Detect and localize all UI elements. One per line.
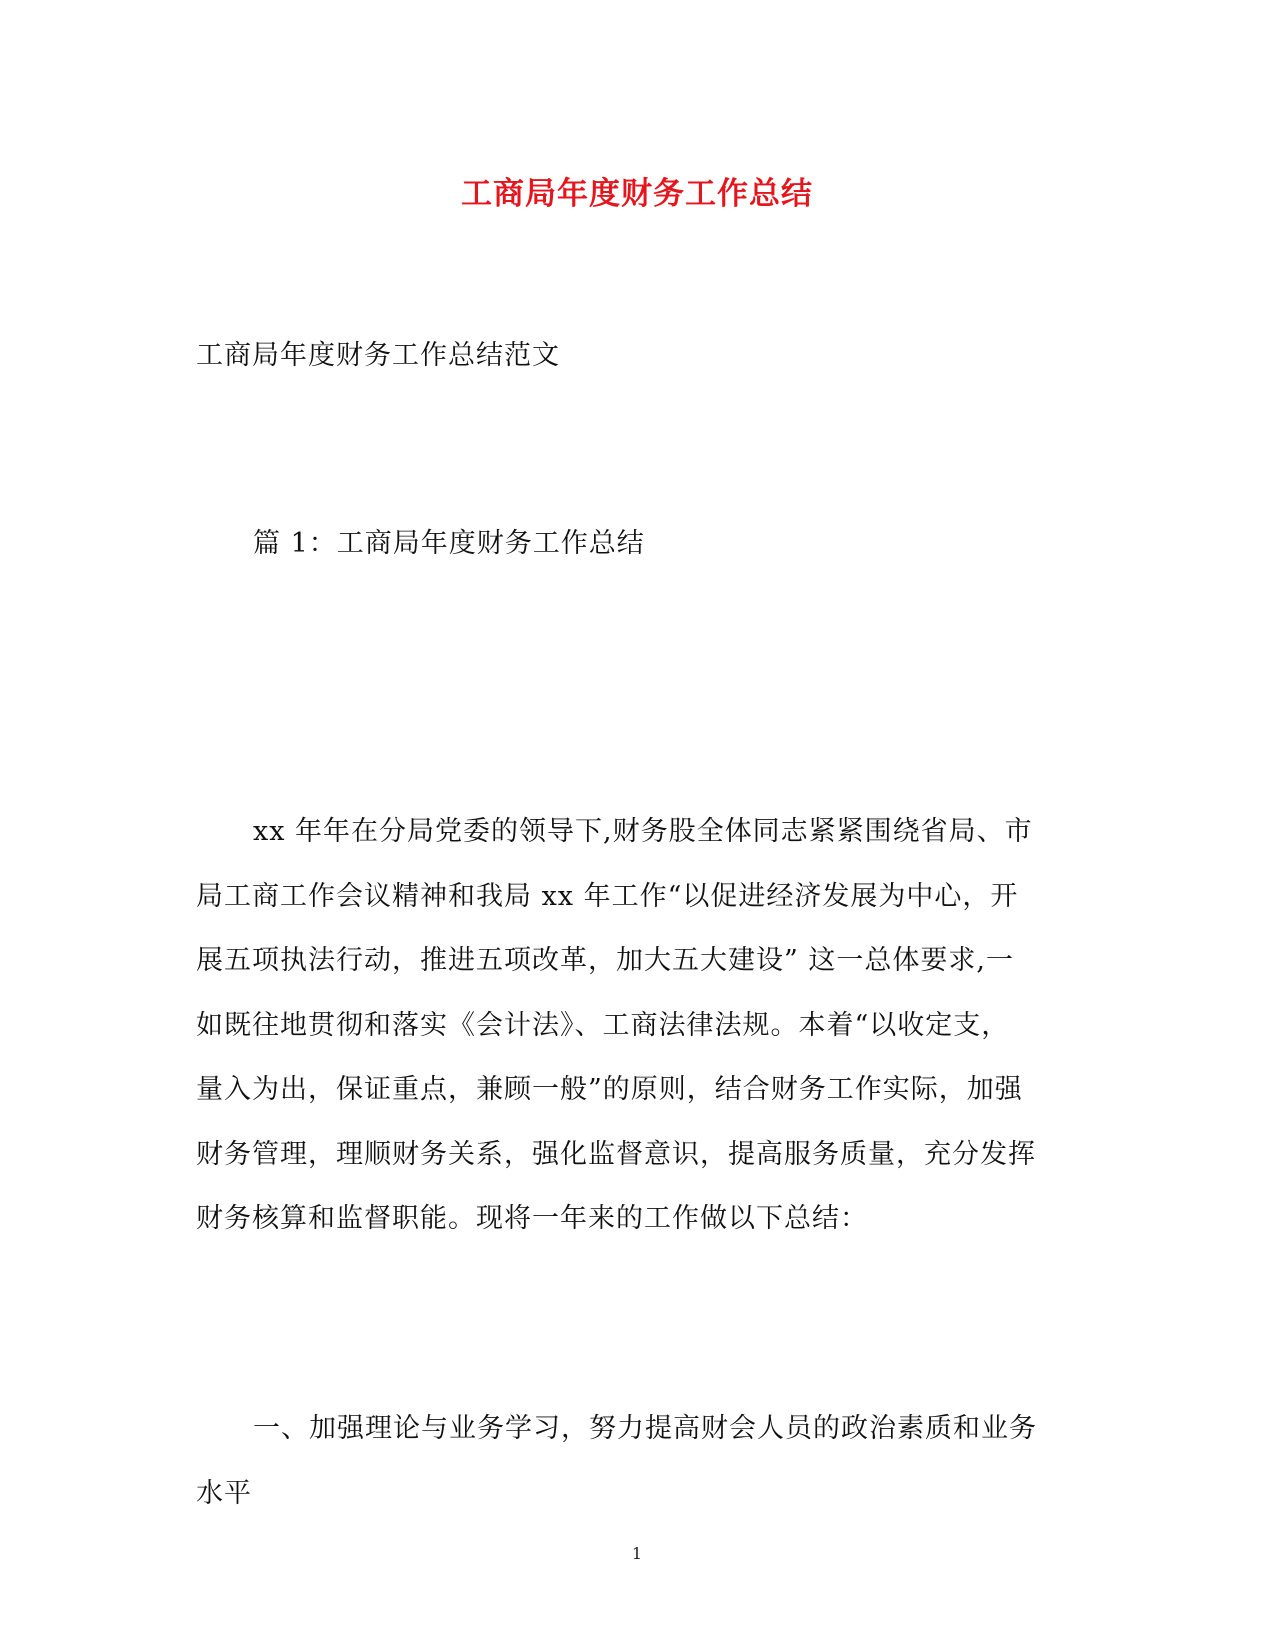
paragraph-line: 财务管理，理顺财务关系，强化监督意识，提高服务质量，充分发挥 [196,1138,1036,1170]
document-subtitle: 工商局年度财务工作总结范文 [196,340,560,371]
document-title: 工商局年度财务工作总结 [461,176,813,212]
section-heading [196,1397,1037,1526]
paragraph-line: 财务核算和监督职能。现将一年来的工作做以下总结： [196,1203,868,1234]
paragraph-line: 局工商工作会议精神和我局 xx 年工作“以促进经济发展为中心，开 [196,880,1019,912]
section-heading-line: 水平 [196,1477,252,1509]
intro-paragraph [196,800,1076,1252]
page-number: 1 [631,1544,643,1563]
section-heading-line: 一、加强理论与业务学习，努力提高财会人员的政治素质和业务 [253,1413,1037,1444]
paragraph-line: 量入为出，保证重点，兼顾一般”的原则，结合财务工作实际，加强 [196,1074,1023,1105]
paragraph-line: xx 年年在分局党委的领导下,财务股全体同志紧紧围绕省局、市 [253,816,1033,847]
chapter-heading: 篇 1：工商局年度财务工作总结 [253,528,645,559]
paragraph-line: 展五项执法行动，推进五项改革，加大五大建设” 这一总体要求,一 [196,945,1014,976]
paragraph-line: 如既往地贯彻和落实《会计法》、工商法律法规。本着“以收定支， [196,1009,1010,1041]
